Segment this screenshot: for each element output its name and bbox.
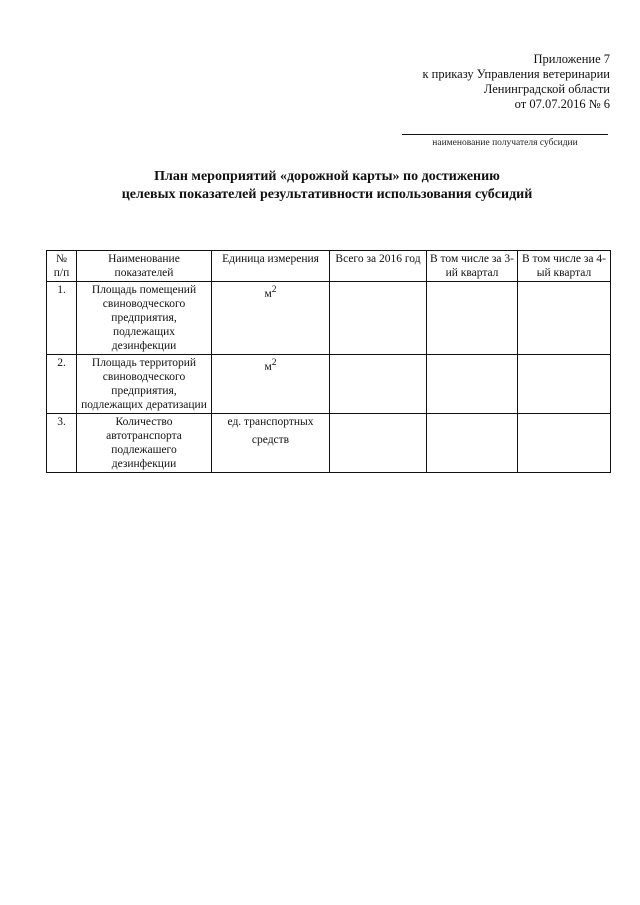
row-total[interactable]: [330, 414, 427, 473]
header-total: Всего за 2016 год: [330, 251, 427, 282]
header-name: Наименование показателей: [77, 251, 212, 282]
row-q3[interactable]: [427, 414, 518, 473]
unit-sup: 2: [271, 284, 277, 295]
appendix-line-4: от 07.07.2016 № 6: [514, 97, 610, 111]
row-name: Площадь территорий свиноводческого предприятия, подлежащих дератизации: [77, 355, 212, 414]
appendix-block: [310, 52, 610, 112]
title-line-2: целевых показателей результативности использования субсидий: [121, 187, 533, 202]
recipient-caption: наименование получателя субсидии: [432, 138, 578, 148]
row-num: 2.: [47, 355, 77, 414]
header-unit: Единица измерения: [212, 251, 330, 282]
unit-base: ед. транспортных средств: [227, 416, 314, 446]
appendix-line-1: Приложение 7: [533, 52, 610, 66]
header-q3: В том числе за 3-ий квартал: [427, 251, 518, 282]
row-q3[interactable]: [427, 282, 518, 355]
table-header-row: [47, 251, 611, 282]
row-name: Количество автотранспорта подлежашего дезинфекции: [77, 414, 212, 473]
row-unit: [212, 414, 330, 473]
row-q4[interactable]: [518, 282, 611, 355]
unit-base: м: [264, 287, 272, 300]
table-row: [47, 282, 611, 355]
unit-base: м: [264, 360, 272, 373]
row-q3[interactable]: [427, 355, 518, 414]
appendix-line-3: Ленинградской области: [483, 82, 610, 96]
header-num: № п/п: [47, 251, 77, 282]
row-q4[interactable]: [518, 414, 611, 473]
table-row: [47, 355, 611, 414]
document-title: [40, 168, 614, 204]
row-total[interactable]: [330, 355, 427, 414]
row-unit: [212, 355, 330, 414]
recipient-field: [402, 134, 608, 148]
row-name: Площадь помещений свиноводческого предприятия, подлежащих дезинфекции: [77, 282, 212, 355]
unit-sup: 2: [271, 357, 277, 368]
header-q4: В том числе за 4-ый квартал: [518, 251, 611, 282]
appendix-line-2: к приказу Управления ветеринарии: [422, 67, 610, 81]
table-row: [47, 414, 611, 473]
row-unit: [212, 282, 330, 355]
row-num: 3.: [47, 414, 77, 473]
row-q4[interactable]: [518, 355, 611, 414]
title-line-1: План мероприятий «дорожной карты» по достижению: [154, 169, 500, 184]
row-num: 1.: [47, 282, 77, 355]
row-total[interactable]: [330, 282, 427, 355]
indicators-table: [46, 250, 611, 473]
